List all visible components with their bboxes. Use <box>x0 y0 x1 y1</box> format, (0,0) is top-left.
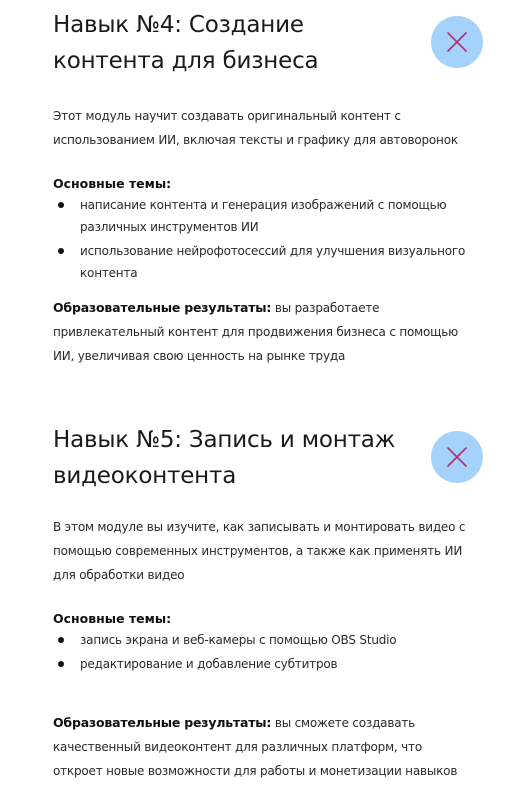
topic-item <box>53 653 493 675</box>
skill-section-4 <box>53 0 493 363</box>
bullet-icon <box>58 202 64 208</box>
bullet-icon <box>58 637 64 643</box>
results-text: вы сможете создавать качественный видеоконтент для различных платформ, что откроет новые возможности для работы и монетизации навыков <box>53 716 458 778</box>
topic-item <box>53 194 493 238</box>
topic-text: использование нейрофотосессий для улучшения визуального контента <box>80 244 466 280</box>
topic-text: написание контента и генерация изображений с помощью различных инструментов ИИ <box>80 198 447 234</box>
topics-heading: Основные темы: <box>53 611 172 626</box>
topic-text: запись экрана и веб-камеры с помощью OBS Studio <box>80 633 397 647</box>
close-button[interactable] <box>431 431 483 483</box>
skill-description: Этот модуль научит создавать оригинальный контент с использованием ИИ, включая тексты и графику для автоворонок <box>53 109 458 147</box>
learning-results <box>53 296 473 368</box>
skill-title: Навык №4: Создание контента для бизнеса <box>53 12 319 74</box>
learning-results <box>53 711 473 783</box>
close-x-icon <box>446 446 468 468</box>
bullet-icon <box>58 661 64 667</box>
close-button[interactable] <box>431 16 483 68</box>
topics-list <box>53 629 493 677</box>
topic-item <box>53 240 493 284</box>
topics-list <box>53 194 493 286</box>
close-x-icon <box>446 31 468 53</box>
skill-section-5 <box>53 415 493 778</box>
topics-heading: Основные темы: <box>53 176 172 191</box>
skill-description: В этом модуле вы изучите, как записывать и монтировать видео с помощью современных инструментов, а также как применять ИИ для обработки видео <box>53 520 466 582</box>
results-label: Образовательные результаты: <box>53 300 272 315</box>
results-text: вы разработаете привлекательный контент для продвижения бизнеса с помощью ИИ, увеличивая свою ценность на рынке труда <box>53 301 458 363</box>
topic-item <box>53 629 493 651</box>
skill-title: Навык №5: Запись и монтаж видеоконтента <box>53 427 396 489</box>
bullet-icon <box>58 248 64 254</box>
topic-text: редактирование и добавление субтитров <box>80 657 338 671</box>
results-label: Образовательные результаты: <box>53 715 272 730</box>
